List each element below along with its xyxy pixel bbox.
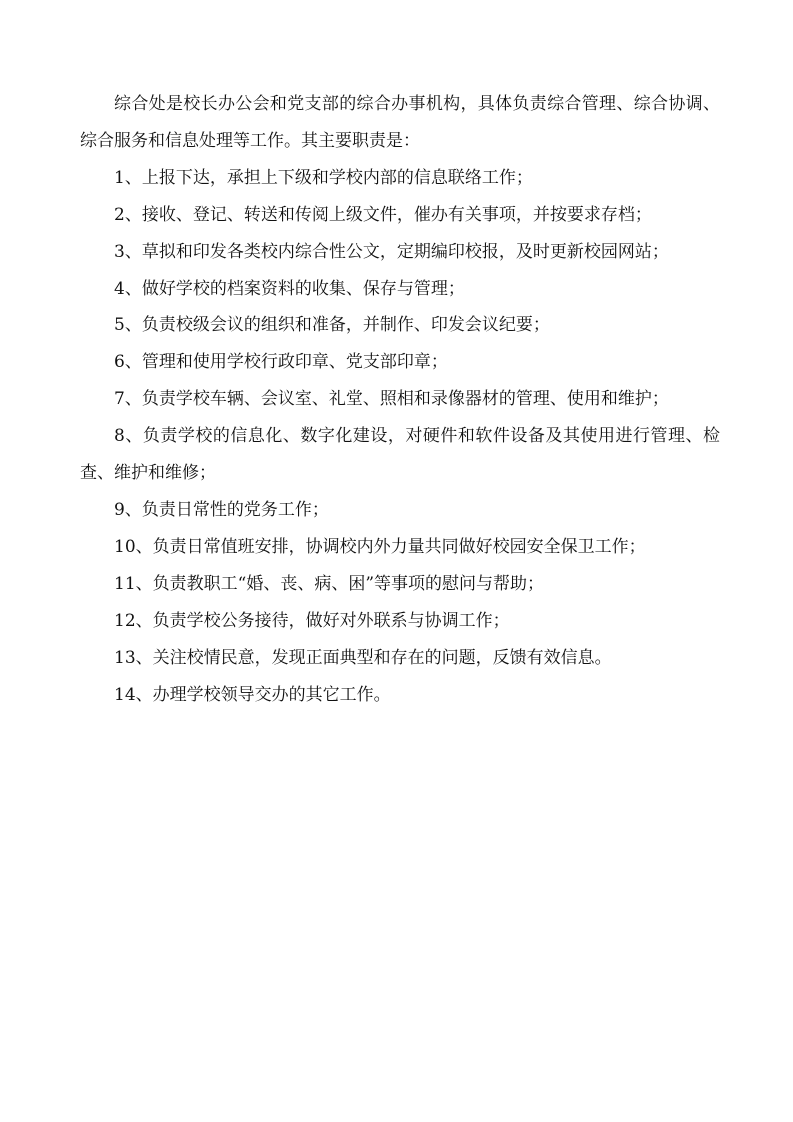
duty-item-13: 13、关注校情民意，发现正面典型和存在的问题，反馈有效信息。 [114,647,612,668]
duty-item-6: 6、管理和使用学校行政印章、党支部印章； [114,352,448,373]
duty-item-9: 9、负责日常性的党务工作； [114,499,329,520]
duty-item-10: 10、负责日常值班安排，协调校内外力量共同做好校园安全保卫工作； [114,536,646,557]
intro-paragraph: 综合处是校长办公会和党支部的综合办事机构，具体负责综合管理、综合协调、综合服务和信息处理等工作。其主要职责是： [80,94,720,151]
duty-item-8: 8、负责学校的信息化、数字化建设，对硬件和软件设备及其使用进行管理、检查、维护和维修； [80,426,720,484]
duty-item-5: 5、负责校级会议的组织和准备，并制作、印发会议纪要； [114,315,550,336]
duty-item-11: 11、负责教职工“婚、丧、病、困”等事项的慰问与帮助； [114,573,545,594]
duty-item-4: 4、做好学校的档案资料的收集、保存与管理； [114,278,465,299]
document-page [80,86,720,713]
duty-item-12: 12、负责学校公务接待，做好对外联系与协调工作； [114,610,510,631]
duty-item-7: 7、负责学校车辆、会议室、礼堂、照相和录像器材的管理、使用和维护； [114,389,669,410]
duty-item-3: 3、草拟和印发各类校内综合性公文，定期编印校报，及时更新校园网站； [114,241,669,262]
duty-item-14: 14、办理学校领导交办的其它工作。 [114,684,391,705]
duty-item-1: 1、上报下达，承担上下级和学校内部的信息联络工作； [114,167,533,188]
duty-item-2: 2、接收、登记、转送和传阅上级文件，催办有关事项，并按要求存档； [114,204,652,225]
